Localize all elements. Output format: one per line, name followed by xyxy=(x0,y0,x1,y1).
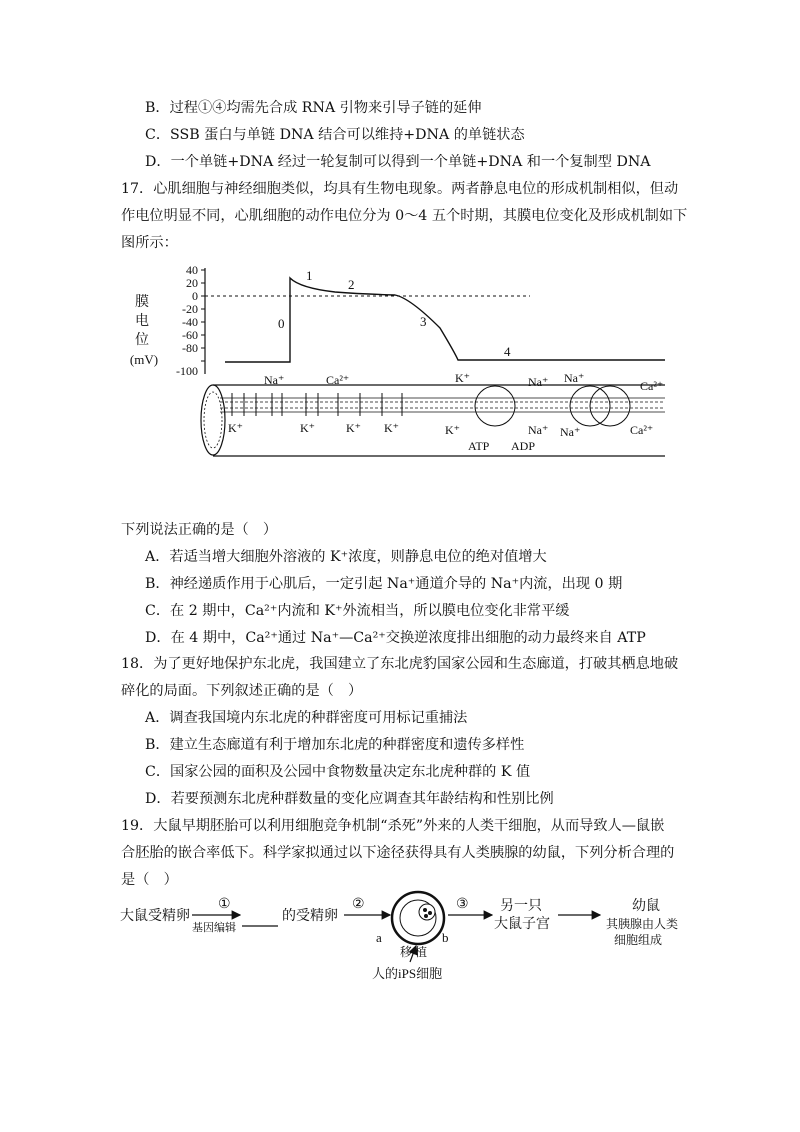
exchanger-na-bottom: Na⁺ xyxy=(560,425,581,439)
transplant-label: 移 植 xyxy=(400,945,428,959)
q16-option-c: C．SSB 蛋白与单链 DNA 结合可以维持+DNA 的单链状态 xyxy=(145,127,525,143)
q17-option-d: D．在 4 期中，Ca²⁺通过 Na⁺—Ca²⁺交换逆浓度排出细胞的动力最终来自 ATP xyxy=(145,630,646,646)
q18-stem-line-2: 碎化的局面。下列叙述正确的是（ ） xyxy=(121,683,363,699)
ylabel-char-3: 位 xyxy=(135,333,149,348)
step2-label: ② xyxy=(352,897,365,912)
q19-stem-line-1: 19．大鼠早期胚胎可以利用细胞竞争机制“杀死”外来的人类干细胞，从而导致人—鼠嵌 xyxy=(121,818,665,834)
ips-cells: 人的iPS细胞 xyxy=(372,966,443,981)
step3-label: ③ xyxy=(456,897,469,912)
q17-option-b: B．神经递质作用于心肌后，一定引起 Na⁺通道介导的 Na⁺内流，出现 0 期 xyxy=(145,576,623,592)
phase-2: 2 xyxy=(348,277,355,292)
ytick-neg40: -40 xyxy=(182,315,198,329)
exchanger-ca-bottom: Ca²⁺ xyxy=(630,423,654,437)
ion-na-in: Na⁺ xyxy=(264,373,285,387)
result-note-1: 其胰腺由人类 xyxy=(606,917,679,931)
ytick-40: 40 xyxy=(186,263,198,277)
ion-k-out-4: K⁺ xyxy=(384,421,399,435)
ytick-0: 0 xyxy=(192,289,198,303)
q19-stem-line-2: 合胚胎的嵌合率低下。科学家拟通过以下途径获得具有人类胰腺的幼鼠，下列分析合理的 xyxy=(121,845,675,861)
ion-k-out-1: K⁺ xyxy=(228,421,243,435)
q18-option-d: D．若要预测东北虎种群数量的变化应调查其年龄结构和性别比例 xyxy=(145,791,554,807)
pump-na-bottom: Na⁺ xyxy=(528,423,549,437)
q18-option-c: C．国家公园的面积及公园中食物数量决定东北虎种群的 K 值 xyxy=(145,764,531,780)
label-b: b xyxy=(442,930,449,945)
chimera-flow-diagram xyxy=(120,888,700,988)
result-note-2: 细胞组成 xyxy=(614,933,663,947)
node-edited-zygote: 的受精卵 xyxy=(282,909,338,924)
q19-stem-line-3: 是（ ） xyxy=(121,872,178,888)
phase-1: 1 xyxy=(306,268,313,283)
ytick-neg20: -20 xyxy=(182,302,198,316)
phase-3: 3 xyxy=(420,314,427,329)
label-a: a xyxy=(376,930,382,945)
ytick-neg60: -60 xyxy=(182,328,198,342)
q16-option-d: D．一个单链+DNA 经过一轮复制可以得到一个单链+DNA 和一个复制型 DNA xyxy=(145,154,651,170)
ion-k-out-3: K⁺ xyxy=(346,421,361,435)
action-potential-figure xyxy=(120,258,680,468)
q17-option-c: C．在 2 期中，Ca²⁺内流和 K⁺外流相当，所以膜电位变化非常平缓 xyxy=(145,603,570,619)
ytick-20: 20 xyxy=(186,276,198,290)
pump-k-bottom: K⁺ xyxy=(445,423,460,437)
result-pup: 幼鼠 xyxy=(632,899,660,914)
q17-stem-line-3: 图所示： xyxy=(121,235,178,251)
phase-4: 4 xyxy=(504,344,511,359)
node-rat-zygote: 大鼠受精卵 xyxy=(120,909,190,924)
ylabel-unit: (mV) xyxy=(129,352,159,367)
ion-k-out-2: K⁺ xyxy=(300,421,315,435)
pump-na-top: Na⁺ xyxy=(528,375,549,389)
ylabel-char-1: 膜 xyxy=(135,295,149,310)
q18-option-b: B．建立生态廊道有利于增加东北虎的种群密度和遗传多样性 xyxy=(145,737,525,753)
q17-option-a: A．若适当增大细胞外溶液的 K⁺浓度，则静息电位的绝对值增大 xyxy=(145,549,547,565)
pump-k-top: K⁺ xyxy=(455,371,470,385)
exchanger-na-top: Na⁺ xyxy=(564,371,585,385)
pump-atp: ATP xyxy=(468,439,490,453)
pump-adp: ADP xyxy=(511,439,536,453)
phase-0: 0 xyxy=(278,316,285,331)
q16-option-b: B．过程①④均需先合成 RNA 引物来引导子链的延伸 xyxy=(145,100,482,116)
ytick-neg100: -100 xyxy=(176,364,198,378)
q17-stem-line-2: 作电位明显不同，心肌细胞的动作电位分为 0～4 五个时期，其膜电位变化及形成机制如下 xyxy=(121,208,688,224)
q18-stem-line-1: 18．为了更好地保护东北虎，我国建立了东北虎豹国家公园和生态廊道，打破其栖息地破 xyxy=(121,656,679,672)
q18-option-a: A．调查我国境内东北虎的种群密度可用标记重捕法 xyxy=(145,710,468,726)
ion-ca-in: Ca²⁺ xyxy=(326,373,350,387)
host-uterus-line-2: 大鼠子宫 xyxy=(494,917,550,932)
step1-label: ① xyxy=(218,897,231,912)
ytick-neg80: -80 xyxy=(182,341,198,355)
ylabel-char-2: 电 xyxy=(135,314,149,329)
step1-note: 基因编辑 xyxy=(192,922,236,934)
q17-question: 下列说法正确的是（ ） xyxy=(121,522,278,538)
exchanger-ca-top: Ca²⁺ xyxy=(640,379,664,393)
host-uterus-line-1: 另一只 xyxy=(500,899,542,914)
q17-stem-line-1: 17．心肌细胞与神经细胞类似，均具有生物电现象。两者静息电位的形成机制相似，但动 xyxy=(121,181,679,197)
